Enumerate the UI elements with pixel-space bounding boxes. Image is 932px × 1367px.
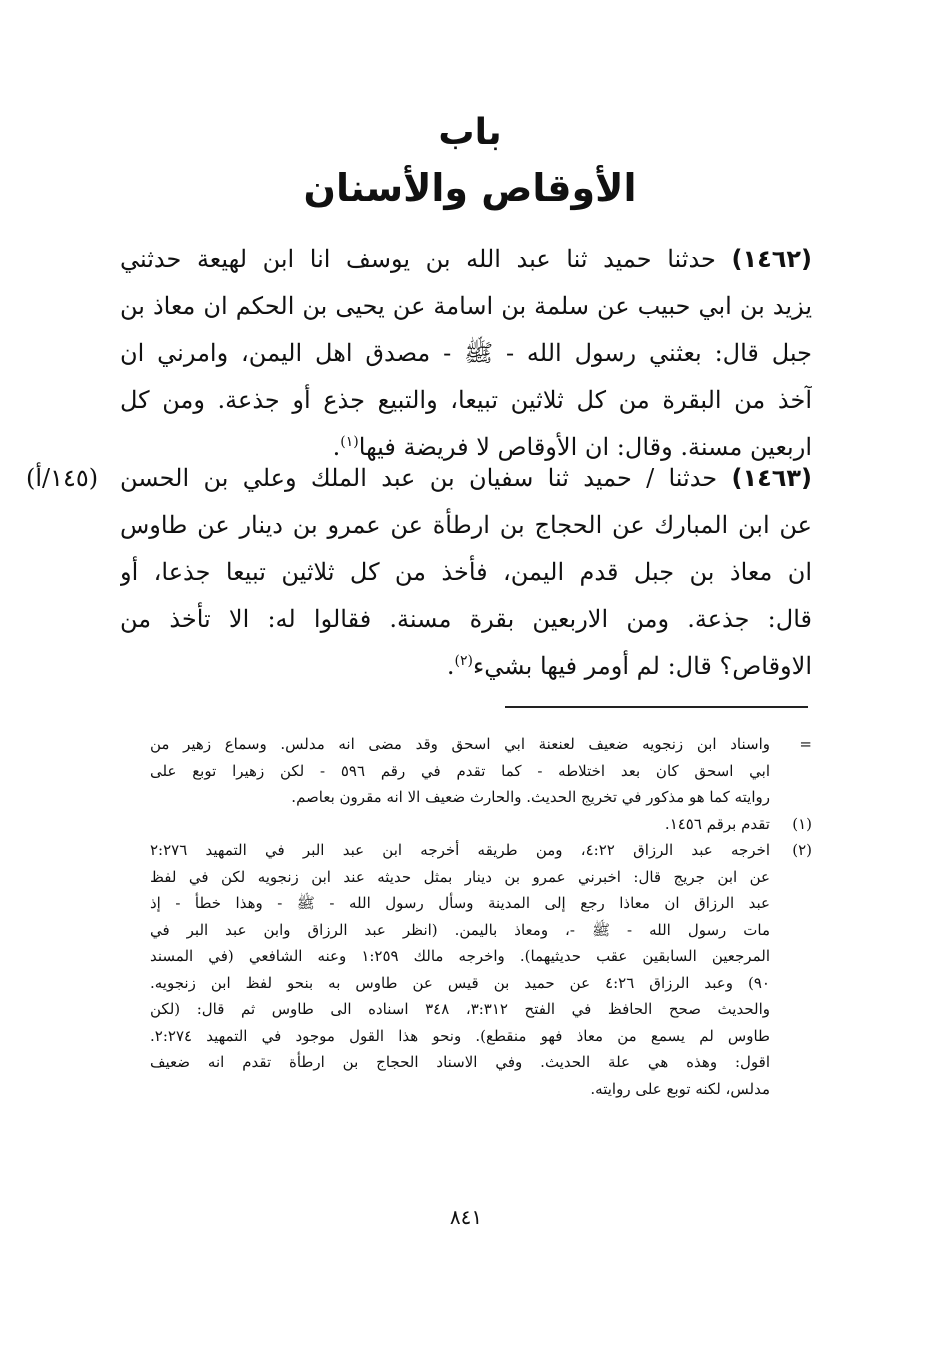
hadith-line: قال: جذعة. ومن الاربعين بقرة مسنة. فقالوا له: الا تأخذ من <box>120 605 812 633</box>
footnote-line: (١)تقدم برقم ١٤٥٦. <box>148 811 812 838</box>
footnote-line: روايته كما هو مذكور في تخريج الحديث. والحارث ضعيف الا انه مقرون بعاصم. <box>291 788 770 806</box>
hadith-line: (١٤٦٢) حدثنا حميد ثنا عبد الله بن يوسف انا ابن لهيعة حدثني <box>120 245 812 273</box>
hadith-line: آخذ من البقرة من كل ثلاثين تبيعا، والتبيع جذع أو جذعة. ومن كل <box>120 386 812 414</box>
hadith-line: اربعين مسنة. وقال: ان الأوقاص لا فريضة فيها$^{(١)}$. <box>332 433 812 461</box>
footnote-line: عن ابن جريج قال: اخبرني عمرو بن دينار بمثل حديثه عند ابن زنجويه لكن في لفظ <box>150 867 770 886</box>
footnote-line: ٩٠) وعبد الرزاق ٤:٢٦ عن حميد بن قيس عن طاوس به بنحو لفظ ابن زنجويه. <box>150 973 770 992</box>
hadith-line: جبل قال: بعثني رسول الله - ﷺ - مصدق اهل اليمن، وامرني ان <box>120 339 812 367</box>
footnote-line: اقول: وهذه هي علة الحديث. وفي الاسناد الحجاج بن ارطأة تقدم انه ضعيف <box>150 1053 770 1071</box>
footnote-ref: (٢) <box>454 653 473 669</box>
hadith-line: يزيد بن ابي حبيب عن سلمة بن اسامة عن يحيى بن الحكم ان معاذ بن <box>120 292 812 320</box>
hadith-line: (١٤٦٣) حدثنا / حميد ثنا سفيان بن عبد الملك وعلي بن الحسن <box>120 464 812 492</box>
footnote-line: (٢)اخرجه عبد الرزاق ٤:٢٢، ومن طريقه أخرجه ابن عبد البر في التمهيد ٢:٢٧٦ <box>148 837 812 864</box>
footnote-marker: (١) <box>792 814 812 833</box>
hadith-line: عن ابن المبارك عن الحجاج بن ارطأة عن عمرو بن دينار عن طاوس <box>120 511 812 539</box>
hadith-line: الاوقاص؟ قال: لم أومر فيها بشيء$^{(٢)}$. <box>446 652 812 680</box>
chapter-title: الأوقاص والأسنان <box>303 166 637 210</box>
footnote-line: مات رسول الله - ﷺ -، ومعاذ باليمن. (انظر عبد الرزاق وابن عبد البر في <box>150 920 770 939</box>
footnote-line: والحديث صحح الحافظ في الفتح ٣:٣١٢، ٣٤٨ اسناده الى طاوس ثم قال: (لكن <box>150 1000 770 1018</box>
footnote-line: =واسناد ابن زنجويه ضعيف لعنعنة ابي اسحق وقد مضى انه مدلس. وسماع زهير من <box>148 731 812 758</box>
footnote-ref: (١) <box>340 434 359 450</box>
chapter-label: باب <box>438 112 502 153</box>
hadith-line: ان معاذ بن جبل قدم اليمن، فأخذ من كل ثلاثين تبيعا جذعا، أو <box>120 558 812 586</box>
footnote-line: عبد الرزاق ان معاذا رجع إلى المدينة وسأل رسول الله - ﷺ - وهذا خطأ - إذ <box>150 894 770 912</box>
footnote-line: طاوس لم يسمع من معاذ فهو منقطع). ونحو هذا القول موجود في التمهيد ٢:٢٧٤. <box>150 1026 770 1045</box>
hadith-number: (١٤٦٣) <box>731 464 812 492</box>
footnote-marker: (٢) <box>792 841 812 859</box>
footnote-divider <box>505 706 808 708</box>
footnote-line: المرجعين السابقين عقب حديثيهما). واخرجه مالك ١:٢٥٩ وعنه الشافعي (في المسند <box>150 947 770 965</box>
manuscript-folio-ref: (١٤٥/أ) <box>26 464 99 492</box>
footnotes <box>148 731 812 1102</box>
hadith-number: (١٤٦٢) <box>731 245 812 273</box>
footnote-marker: = <box>799 735 812 753</box>
hadith-1462 <box>120 236 812 471</box>
footnote-line: مدلس، لكنه توبع على روايته. <box>590 1079 770 1098</box>
page-number: ٨٤١ <box>449 1205 483 1229</box>
footnote-line: ابي اسحق كان بعد اختلاطه - كما تقدم في رقم ٥٩٦ - لكن زهيرا توبع على <box>150 761 770 780</box>
hadith-1463 <box>120 455 812 690</box>
